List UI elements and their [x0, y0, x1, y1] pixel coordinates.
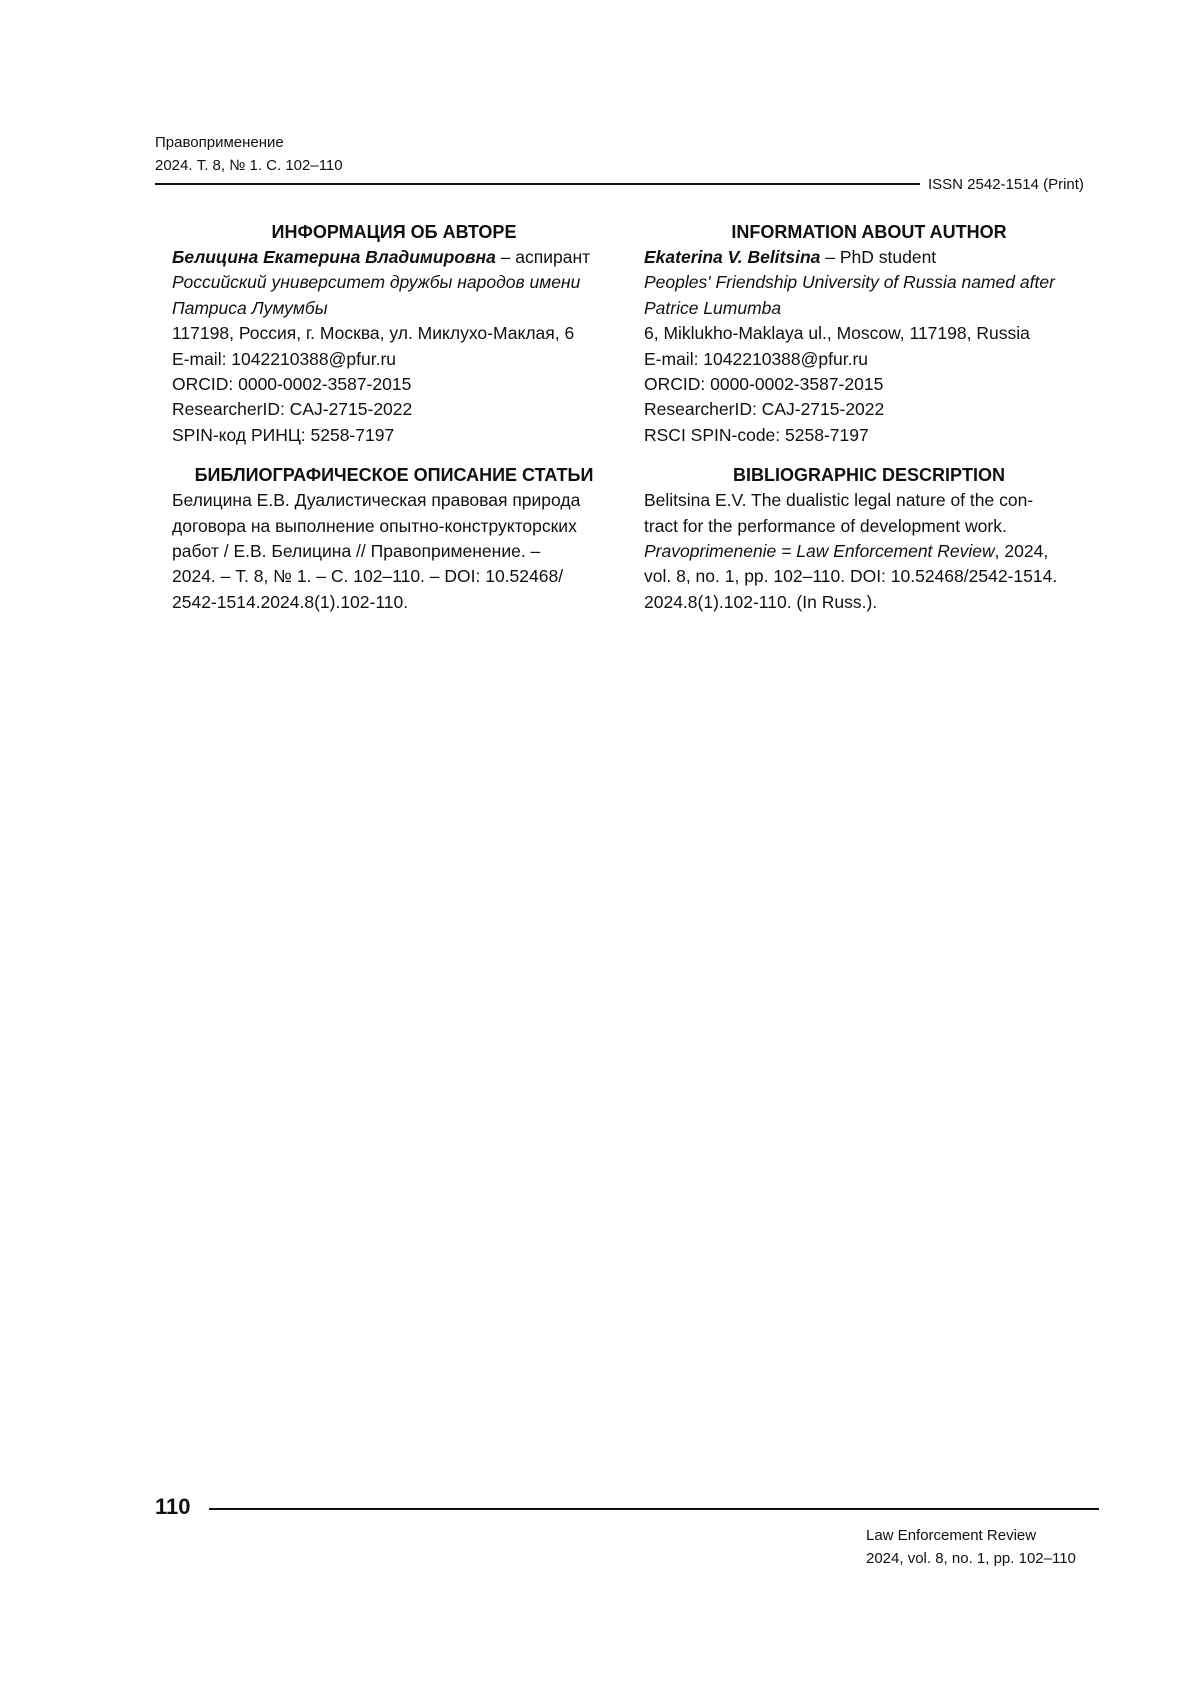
- affiliation-ru-1: Российский университет дружбы народов имени: [172, 272, 581, 293]
- author-info-heading-en: INFORMATION ABOUT AUTHOR: [731, 222, 1007, 242]
- author-role-en: – PhD student: [820, 247, 937, 267]
- biblio-line-en-4: vol. 8, no. 1, pp. 102–110. DOI: 10.52468/2542-1514.: [644, 566, 1058, 587]
- page-number: 110: [155, 1494, 191, 1519]
- biblio-line-en-1: Belitsina E.V. The dualistic legal nature of the con-: [644, 490, 1034, 511]
- spin-en: RSCI SPIN-code: 5258-7197: [644, 424, 869, 445]
- biblio-line-ru: 2542-1514.2024.8(1).102-110.: [172, 591, 409, 612]
- author-name-line-ru: [172, 245, 616, 270]
- author-name-line-en: [644, 245, 1094, 270]
- address-en: 6, Miklukho-Maklaya ul., Moscow, 117198, Russia: [644, 323, 1030, 344]
- biblio-line-ru: Белицина Е.В. Дуалистическая правовая природа: [172, 490, 581, 511]
- journal-title-en: Pravoprimenenie = Law Enforcement Review: [644, 541, 995, 562]
- biblio-line-en-5: 2024.8(1).102-110. (In Russ.).: [644, 591, 878, 612]
- researcher-id-en: ResearcherID: CAJ-2715-2022: [644, 399, 885, 420]
- address-ru: 117198, Россия, г. Москва, ул. Миклухо-Маклая, 6: [172, 323, 575, 344]
- biblio-line-en-3-rest: , 2024,: [994, 541, 1049, 562]
- biblio-line-ru: 2024. – Т. 8, № 1. – С. 102–110. – DOI: 10.52468/: [172, 566, 564, 587]
- biblio-line-en-3: [644, 539, 1094, 564]
- orcid-ru: ORCID: 0000-0002-3587-2015: [172, 374, 412, 395]
- biblio-line-ru: договора на выполнение опытно-конструкторских: [172, 515, 577, 536]
- running-header-journal: Правоприменение: [155, 134, 284, 151]
- running-footer-citation: 2024, vol. 8, no. 1, pp. 102–110: [866, 1550, 1076, 1567]
- email-en: E-mail: 1042210388@pfur.ru: [644, 348, 869, 369]
- biblio-heading-en: BIBLIOGRAPHIC DESCRIPTION: [732, 465, 1005, 486]
- author-name-en: Ekaterina V. Belitsina: [644, 247, 821, 267]
- header-rule: [155, 183, 920, 185]
- biblio-line-en-2: tract for the performance of development work.: [644, 515, 1007, 536]
- footer-rule: [209, 1508, 1099, 1510]
- running-footer-journal: Law Enforcement Review: [866, 1527, 1037, 1544]
- email-ru: E-mail: 1042210388@pfur.ru: [172, 348, 397, 369]
- author-info-heading-ru: ИНФОРМАЦИЯ ОБ АВТОРЕ: [271, 222, 517, 242]
- biblio-heading-ru: БИБЛИОГРАФИЧЕСКОЕ ОПИСАНИЕ СТАТЬИ: [194, 465, 594, 486]
- author-name-ru: Белицина Екатерина Владимировна: [172, 247, 496, 267]
- author-role-ru: – аспирант: [495, 247, 591, 267]
- issn-label: ISSN 2542-1514 (Print): [928, 176, 1084, 193]
- orcid-en: ORCID: 0000-0002-3587-2015: [644, 374, 884, 395]
- researcher-id-ru: ResearcherID: CAJ-2715-2022: [172, 399, 413, 420]
- running-header-citation: 2024. Т. 8, № 1. С. 102–110: [155, 157, 343, 174]
- affiliation-ru-2: Патриса Лумумбы: [172, 297, 328, 318]
- column-russian: [172, 219, 616, 615]
- affiliation-en-1: Peoples' Friendship University of Russia named after: [644, 272, 1055, 293]
- column-english: [644, 219, 1094, 615]
- affiliation-en-2: Patrice Lumumba: [644, 297, 782, 318]
- biblio-line-ru: работ / Е.В. Белицина // Правоприменение. –: [172, 541, 541, 562]
- spin-ru: SPIN-код РИНЦ: 5258-7197: [172, 424, 395, 445]
